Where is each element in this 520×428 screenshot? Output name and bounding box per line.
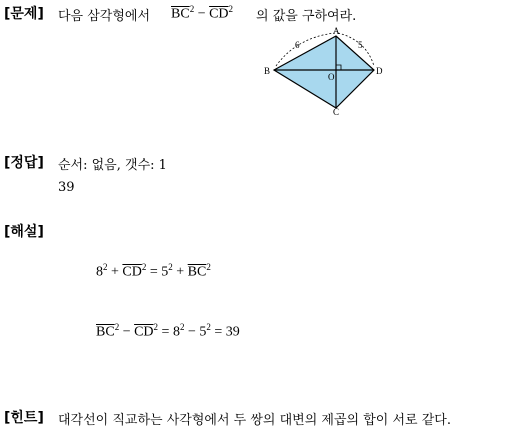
problem-text-after: 의 값을 구하여라. bbox=[256, 9, 357, 24]
answer-order-count: 순서: 없음, 갯수: 1 bbox=[58, 158, 167, 173]
problem-text-before: 다음 삼각형에서 bbox=[58, 9, 151, 24]
solution-equation-1: $8^2 + \overline{CD}^2 = 5^2 + \overline{BC}^2$ bbox=[96, 262, 211, 280]
answer-value: 39 bbox=[58, 180, 75, 195]
solution-label: [해설] bbox=[4, 224, 44, 240]
hint-text: 대각선이 직교하는 사각형에서 두 쌍의 대변의 제곱의 합이 서로 같다. bbox=[58, 413, 451, 428]
hint-label: [힌트] bbox=[4, 410, 44, 426]
point-c: C bbox=[333, 107, 340, 116]
rhombus-figure bbox=[262, 24, 386, 116]
solution-equation-2: $\overline{BC}^2 - \overline{CD}^2 = 8^2 - 5^2 = 39$ bbox=[96, 322, 240, 340]
problem-expression: $\overline{BC}^2 - \overline{CD}^2$ bbox=[171, 4, 234, 22]
point-a: A bbox=[333, 26, 340, 36]
length-ab: 6 bbox=[295, 40, 300, 50]
answer-label: [정답] bbox=[4, 155, 44, 171]
point-o: O bbox=[328, 72, 335, 82]
point-d: D bbox=[376, 66, 383, 76]
point-b: B bbox=[264, 66, 271, 76]
length-ad: 5 bbox=[358, 40, 363, 50]
problem-label: [문제] bbox=[4, 6, 44, 22]
